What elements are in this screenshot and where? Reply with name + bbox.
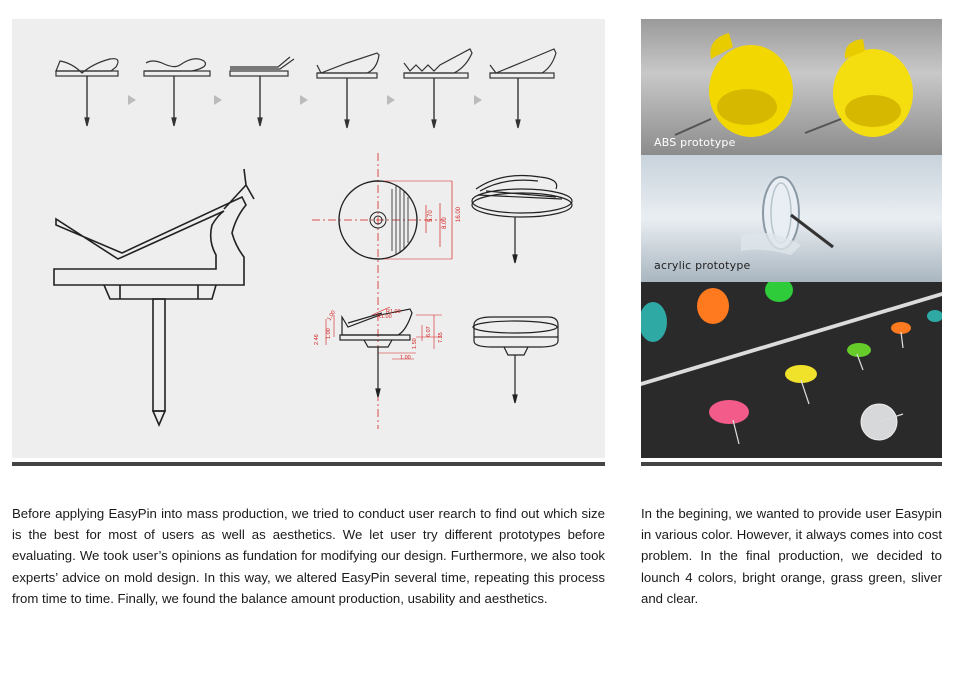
large-side-view bbox=[54, 169, 254, 425]
evolution-step-4 bbox=[317, 53, 379, 128]
right-rule bbox=[641, 462, 942, 466]
top-view bbox=[312, 153, 462, 429]
dimension-1-00-a: 1.00 bbox=[326, 309, 338, 322]
yellow-pin-right bbox=[805, 39, 913, 137]
prototype-photos bbox=[641, 19, 942, 458]
dimension-16: 16.00 bbox=[456, 206, 462, 222]
abs-caption: ABS prototype bbox=[654, 136, 736, 149]
right-paragraph: In the begining, we wanted to provide user Easypin in various color. However, it always comes into cost problem. In the final production, we decided to lounch 4 colors, bright orange, grass green, sliver and clear. bbox=[641, 506, 942, 606]
evolution-step-6 bbox=[490, 49, 556, 128]
section-view bbox=[314, 307, 444, 397]
evolution-step-1 bbox=[56, 59, 118, 126]
front-view bbox=[473, 317, 558, 403]
dimension-6-07: 6.07 bbox=[426, 326, 432, 337]
left-rule bbox=[12, 462, 605, 466]
dimension-1-50: 1.50 bbox=[412, 338, 418, 349]
acrylic-prototype-photo bbox=[641, 155, 942, 282]
perspective-view bbox=[472, 176, 572, 264]
yellow-pin-left bbox=[675, 33, 793, 137]
dimension-2-46: 2.46 bbox=[314, 334, 320, 345]
colored-pins-photo bbox=[641, 282, 942, 458]
dimension-5-70: 5.70 bbox=[428, 210, 434, 222]
dimension-r1-b: R1.00 bbox=[377, 314, 392, 320]
abs-pins-image bbox=[641, 19, 942, 155]
evolution-arrows bbox=[128, 95, 482, 105]
design-drawings-panel bbox=[12, 19, 605, 458]
left-paragraph: Before applying EasyPin into mass production, we tried to conduct user rearch to find out which size is the best for most of users as well as aesthetics. We let user try different prototypes before evaluating. We took user’s opinions as fundation for modifying our design. Furthermore, we also took experts’ advice on mold design. In this way, we altered EasyPin several time, repeating this process from time to time. Finally, we found the balance amount production, usability and aesthetics. bbox=[12, 506, 605, 606]
dimension-r1-a: R1.00 bbox=[386, 309, 401, 315]
evolution-row bbox=[56, 49, 556, 128]
evolution-step-5 bbox=[404, 49, 472, 128]
dimension-1-00-c: 1.00 bbox=[400, 355, 411, 361]
dimension-1-00-b: 1.00 bbox=[326, 328, 332, 339]
colored-pins-image bbox=[641, 282, 942, 458]
evolution-step-3 bbox=[230, 57, 294, 126]
dimension-7-35: 7.35 bbox=[438, 332, 444, 343]
evolution-step-2 bbox=[144, 59, 210, 126]
abs-prototype-photo bbox=[641, 19, 942, 155]
acrylic-caption: acrylic prototype bbox=[654, 259, 751, 272]
dimension-8: 8.00 bbox=[442, 217, 448, 229]
technical-drawing bbox=[12, 19, 605, 458]
